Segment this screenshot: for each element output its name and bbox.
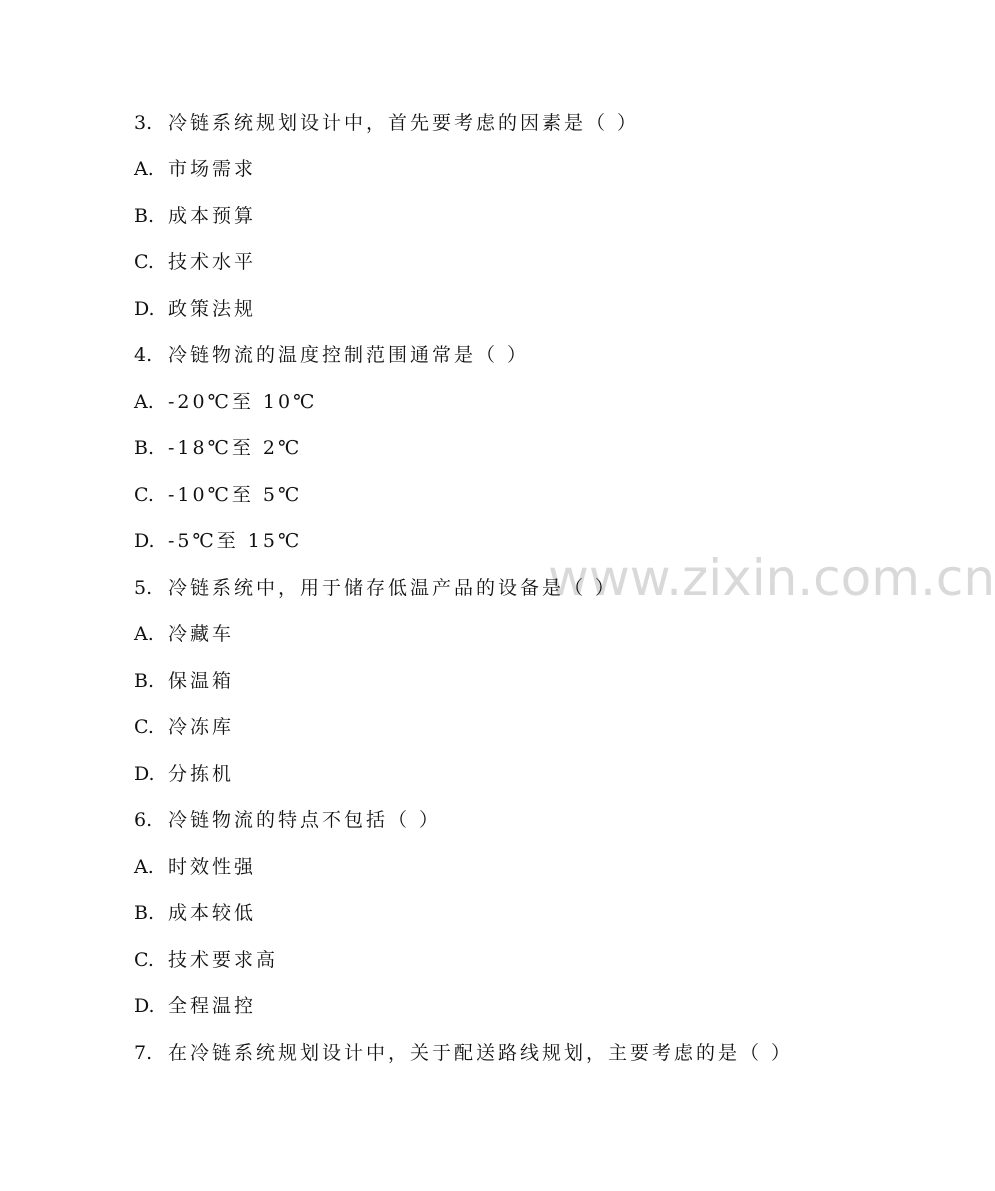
option-letter: D. bbox=[134, 763, 155, 785]
option-text: 保温箱 bbox=[168, 670, 235, 692]
option-letter: D. bbox=[134, 298, 155, 320]
question-4-option-c bbox=[134, 483, 302, 507]
option-letter: B. bbox=[134, 205, 155, 227]
question-number: 4. bbox=[134, 344, 153, 366]
question-number: 7. bbox=[134, 1042, 153, 1064]
question-text: 在冷链系统规划设计中，关于配送路线规划，主要考虑的是（ ） bbox=[168, 1042, 794, 1064]
option-text: 冷冻库 bbox=[168, 716, 235, 738]
option-text: 成本较低 bbox=[168, 902, 257, 924]
question-5-option-c bbox=[134, 715, 234, 739]
option-letter: C. bbox=[134, 251, 154, 273]
option-text: 技术要求高 bbox=[168, 949, 279, 971]
question-number: 6. bbox=[134, 809, 153, 831]
question-5-stem bbox=[134, 576, 617, 600]
question-text: 冷链物流的温度控制范围通常是（ ） bbox=[168, 344, 530, 366]
question-number: 5. bbox=[134, 577, 153, 599]
question-number: 3. bbox=[134, 112, 153, 134]
option-text: 市场需求 bbox=[168, 158, 257, 180]
watermark: www.zixin.com.cn bbox=[548, 549, 995, 607]
option-letter: B. bbox=[134, 902, 155, 924]
question-7-stem bbox=[134, 1041, 793, 1065]
option-text: -20℃至 10℃ bbox=[168, 391, 318, 413]
question-6-option-a bbox=[134, 855, 256, 879]
option-text: -5℃至 15℃ bbox=[168, 530, 303, 552]
option-letter: A. bbox=[134, 856, 154, 878]
option-text: 政策法规 bbox=[168, 298, 257, 320]
option-letter: D. bbox=[134, 995, 155, 1017]
question-6-stem bbox=[134, 808, 441, 832]
option-text: 成本预算 bbox=[168, 205, 257, 227]
option-text: -10℃至 5℃ bbox=[168, 484, 303, 506]
option-text: 技术水平 bbox=[168, 251, 257, 273]
question-text: 冷链系统规划设计中，首先要考虑的因素是（ ） bbox=[168, 112, 640, 134]
option-letter: D. bbox=[134, 530, 155, 552]
question-4-option-a bbox=[134, 390, 317, 414]
option-text: 全程温控 bbox=[168, 995, 257, 1017]
question-6-option-c bbox=[134, 948, 278, 972]
option-letter: A. bbox=[134, 391, 154, 413]
option-letter: B. bbox=[134, 437, 155, 459]
question-3-option-a bbox=[134, 157, 256, 181]
question-text: 冷链物流的特点不包括（ ） bbox=[168, 809, 442, 831]
question-3-option-c bbox=[134, 250, 256, 274]
question-5-option-a bbox=[134, 622, 234, 646]
question-6-option-d bbox=[134, 994, 256, 1018]
option-letter: C. bbox=[134, 949, 154, 971]
option-text: 时效性强 bbox=[168, 856, 257, 878]
option-letter: B. bbox=[134, 670, 155, 692]
question-3-option-b bbox=[134, 204, 256, 228]
question-4-stem bbox=[134, 343, 529, 367]
question-4-option-d bbox=[134, 529, 302, 553]
question-3-option-d bbox=[134, 297, 256, 321]
option-text: -18℃至 2℃ bbox=[168, 437, 303, 459]
option-letter: A. bbox=[134, 623, 154, 645]
option-text: 冷藏车 bbox=[168, 623, 235, 645]
option-letter: C. bbox=[134, 484, 154, 506]
question-5-option-b bbox=[134, 669, 234, 693]
option-letter: C. bbox=[134, 716, 154, 738]
question-5-option-d bbox=[134, 762, 234, 786]
question-3-stem bbox=[134, 111, 639, 135]
option-text: 分拣机 bbox=[168, 763, 235, 785]
question-6-option-b bbox=[134, 901, 256, 925]
question-4-option-b bbox=[134, 436, 302, 460]
option-letter: A. bbox=[134, 158, 154, 180]
question-text: 冷链系统中，用于储存低温产品的设备是（ ） bbox=[168, 577, 618, 599]
